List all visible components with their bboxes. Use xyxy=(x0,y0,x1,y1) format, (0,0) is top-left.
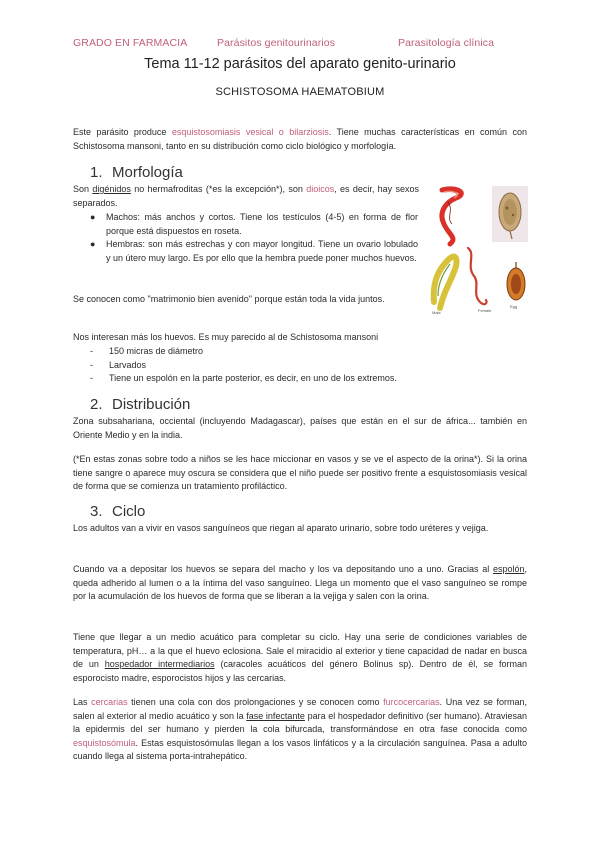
list-item xyxy=(73,345,493,359)
section-title: Morfología xyxy=(112,164,183,181)
morfologia-paragraph-3: Nos interesan más los huevos. Es muy parecido al de Schistosoma mansoni xyxy=(73,332,379,342)
section-number: 1. xyxy=(90,164,103,181)
morfologia-bullet-list xyxy=(73,211,418,265)
term-espolon: espolón xyxy=(492,564,525,574)
text-span: para el hospedador definitivo (ser humano). Atraviesan la epidermis del ser humano y pierden la cola bifurcada, transformándose en otra fase conocida como xyxy=(73,710,527,735)
page-title: Tema 11-12 parásitos del aparato genito-urinario xyxy=(144,56,456,72)
intro-highlight: esquistosomiasis vesical o bilarziosis xyxy=(171,127,329,137)
list-item-text: Machos: más anchos y cortos. Tiene los testículos (4-5) en forma de flor porque está dispuestos en roseta. xyxy=(106,212,418,236)
term-fase-infectante: fase infectante xyxy=(246,710,305,721)
term-esquistosomula: esquistosómula xyxy=(73,737,136,748)
text-span: Las xyxy=(73,697,92,707)
term-cercarias: cercarias xyxy=(91,697,128,707)
text-span: Cuando va a depositar los huevos se separa del macho y los va depositando uno a uno. Gracias al xyxy=(73,564,493,574)
text-span: . Una vez se forman, salen al exterior al medio acuático y son la xyxy=(73,697,527,721)
list-item-text: 150 micras de diámetro xyxy=(109,346,204,356)
section-number: 2. xyxy=(90,396,103,413)
section-title: Ciclo xyxy=(112,503,146,520)
egg-stained-image xyxy=(507,262,525,309)
intro-text-c: . Tiene muchas características en común con Schistosoma mansoni, tanto en su distribución como ciclo biológico y morfología. xyxy=(73,127,527,151)
list-item xyxy=(73,359,493,373)
ciclo-paragraph-1: Los adultos van a vivir en vasos sanguíneos que riegan al aparato urinario, sobre todo uréteres y vejiga. xyxy=(73,523,489,533)
ciclo-paragraph-4 xyxy=(73,696,527,764)
adult-worm-thin-image xyxy=(468,248,492,313)
intro-text-a: Este parásito produce xyxy=(73,127,172,137)
adult-worms-red-image xyxy=(442,189,461,244)
dash-marker: - xyxy=(90,373,93,384)
header-center: Parásitos genitourinarios xyxy=(217,37,336,49)
huevos-dash-list xyxy=(73,345,493,386)
svg-text:Male: Male xyxy=(432,310,441,315)
text-span: , es decir, hay sexos separados. xyxy=(73,184,420,208)
text-span: Tiene que llegar a un medio acuático para completar su ciclo. Hay una serie de condiciones variables de temperatura, pH… a la que el huevo eclosiona. Sale el miracidio al exterior y tiene capacidad de nadar en busca de un xyxy=(73,632,527,670)
dash-marker: - xyxy=(90,359,93,370)
list-item xyxy=(73,238,418,265)
text-span: , queda adherido al lumen o a la íntima del vaso sanguíneo. Llega un momento que el vaso sanguíneo se rompe por la acumulación de los huevos de forma que se liberan a la vejiga y salen con la orina. xyxy=(73,564,527,602)
distribucion-paragraph-2: (*En estas zonas sobre todo a niños se les hace miccionar en vasos y se ve el aspecto de la orina*). Si la orina tiene sangre o aparece muy oscura se considera que el niño puede ser positivo frente a esquistosomiasis vesical de forma que se comienza un tratamiento profiláctico. xyxy=(73,454,527,492)
ciclo-paragraph-2 xyxy=(73,563,527,604)
list-item-text: Hembras: son más estrechas y con mayor longitud. Tiene un ovario lobulado y un útero muy largo. Es por ello que la hembra puede poner muchos huevos. xyxy=(106,239,418,263)
text-span: Son xyxy=(73,184,93,194)
text-span: tienen una cola con dos prolongaciones y se conocen como xyxy=(127,697,384,707)
schistosoma-illustrations xyxy=(428,184,532,316)
term-digenidos: digénidos xyxy=(92,184,131,194)
section-number: 3. xyxy=(90,503,103,520)
morfologia-paragraph-1 xyxy=(73,183,419,210)
section-distribucion-heading xyxy=(90,396,190,413)
morfologia-paragraph-2: Se conocen como "matrimonio bien avenido" porque están toda la vida juntos. xyxy=(73,294,385,304)
list-item xyxy=(73,211,418,238)
section-ciclo-heading xyxy=(90,503,145,520)
egg-micrograph-image xyxy=(492,186,528,242)
text-span: . Estas esquistosómulas llegan a los vasos linfáticos y a la circulación sanguínea. Pasa a adulto cuando llega al sistema porta-intrahepático. xyxy=(73,737,527,762)
term-furcocercarias: furcocercarias xyxy=(383,697,440,707)
list-item-text: Larvados xyxy=(109,359,147,370)
page-subtitle: SCHISTOSOMA HAEMATOBIUM xyxy=(215,86,385,98)
adult-worm-yellow-image xyxy=(432,257,457,315)
section-title: Distribución xyxy=(112,396,191,413)
header-left: GRADO EN FARMACIA xyxy=(73,37,188,49)
term-dioicos: dioicos xyxy=(306,184,335,194)
dash-marker: - xyxy=(90,346,93,356)
list-item-text: Tiene un espolón en la parte posterior, es decir, en uno de los extremos. xyxy=(109,373,397,384)
text-span: no hermafroditas (*es la excepción*), son xyxy=(130,184,307,194)
morfologia-figure xyxy=(428,184,532,316)
bullet-marker: ● xyxy=(90,239,96,250)
ciclo-paragraph-3 xyxy=(73,631,527,685)
section-morfologia-heading xyxy=(90,164,183,181)
header-right: Parasitología clínica xyxy=(398,37,495,49)
text-span: (caracoles acuáticos del género Bolinus sp). Dentro de él, se forman esporocisto madre, esporocistos hijos y las cercarias. xyxy=(73,659,527,683)
svg-text:Egg: Egg xyxy=(510,304,518,309)
term-hospedador: hospedador intermediarios xyxy=(104,659,215,670)
distribucion-paragraph-1: Zona subsahariana, occiental (incluyendo Madagascar), países que están en el sur de áfrica... también en Oriente Medio y en la india. xyxy=(73,416,527,440)
intro-paragraph xyxy=(73,126,527,153)
bullet-marker: ● xyxy=(90,212,96,222)
svg-text:Female: Female xyxy=(478,308,492,313)
list-item xyxy=(73,372,493,386)
